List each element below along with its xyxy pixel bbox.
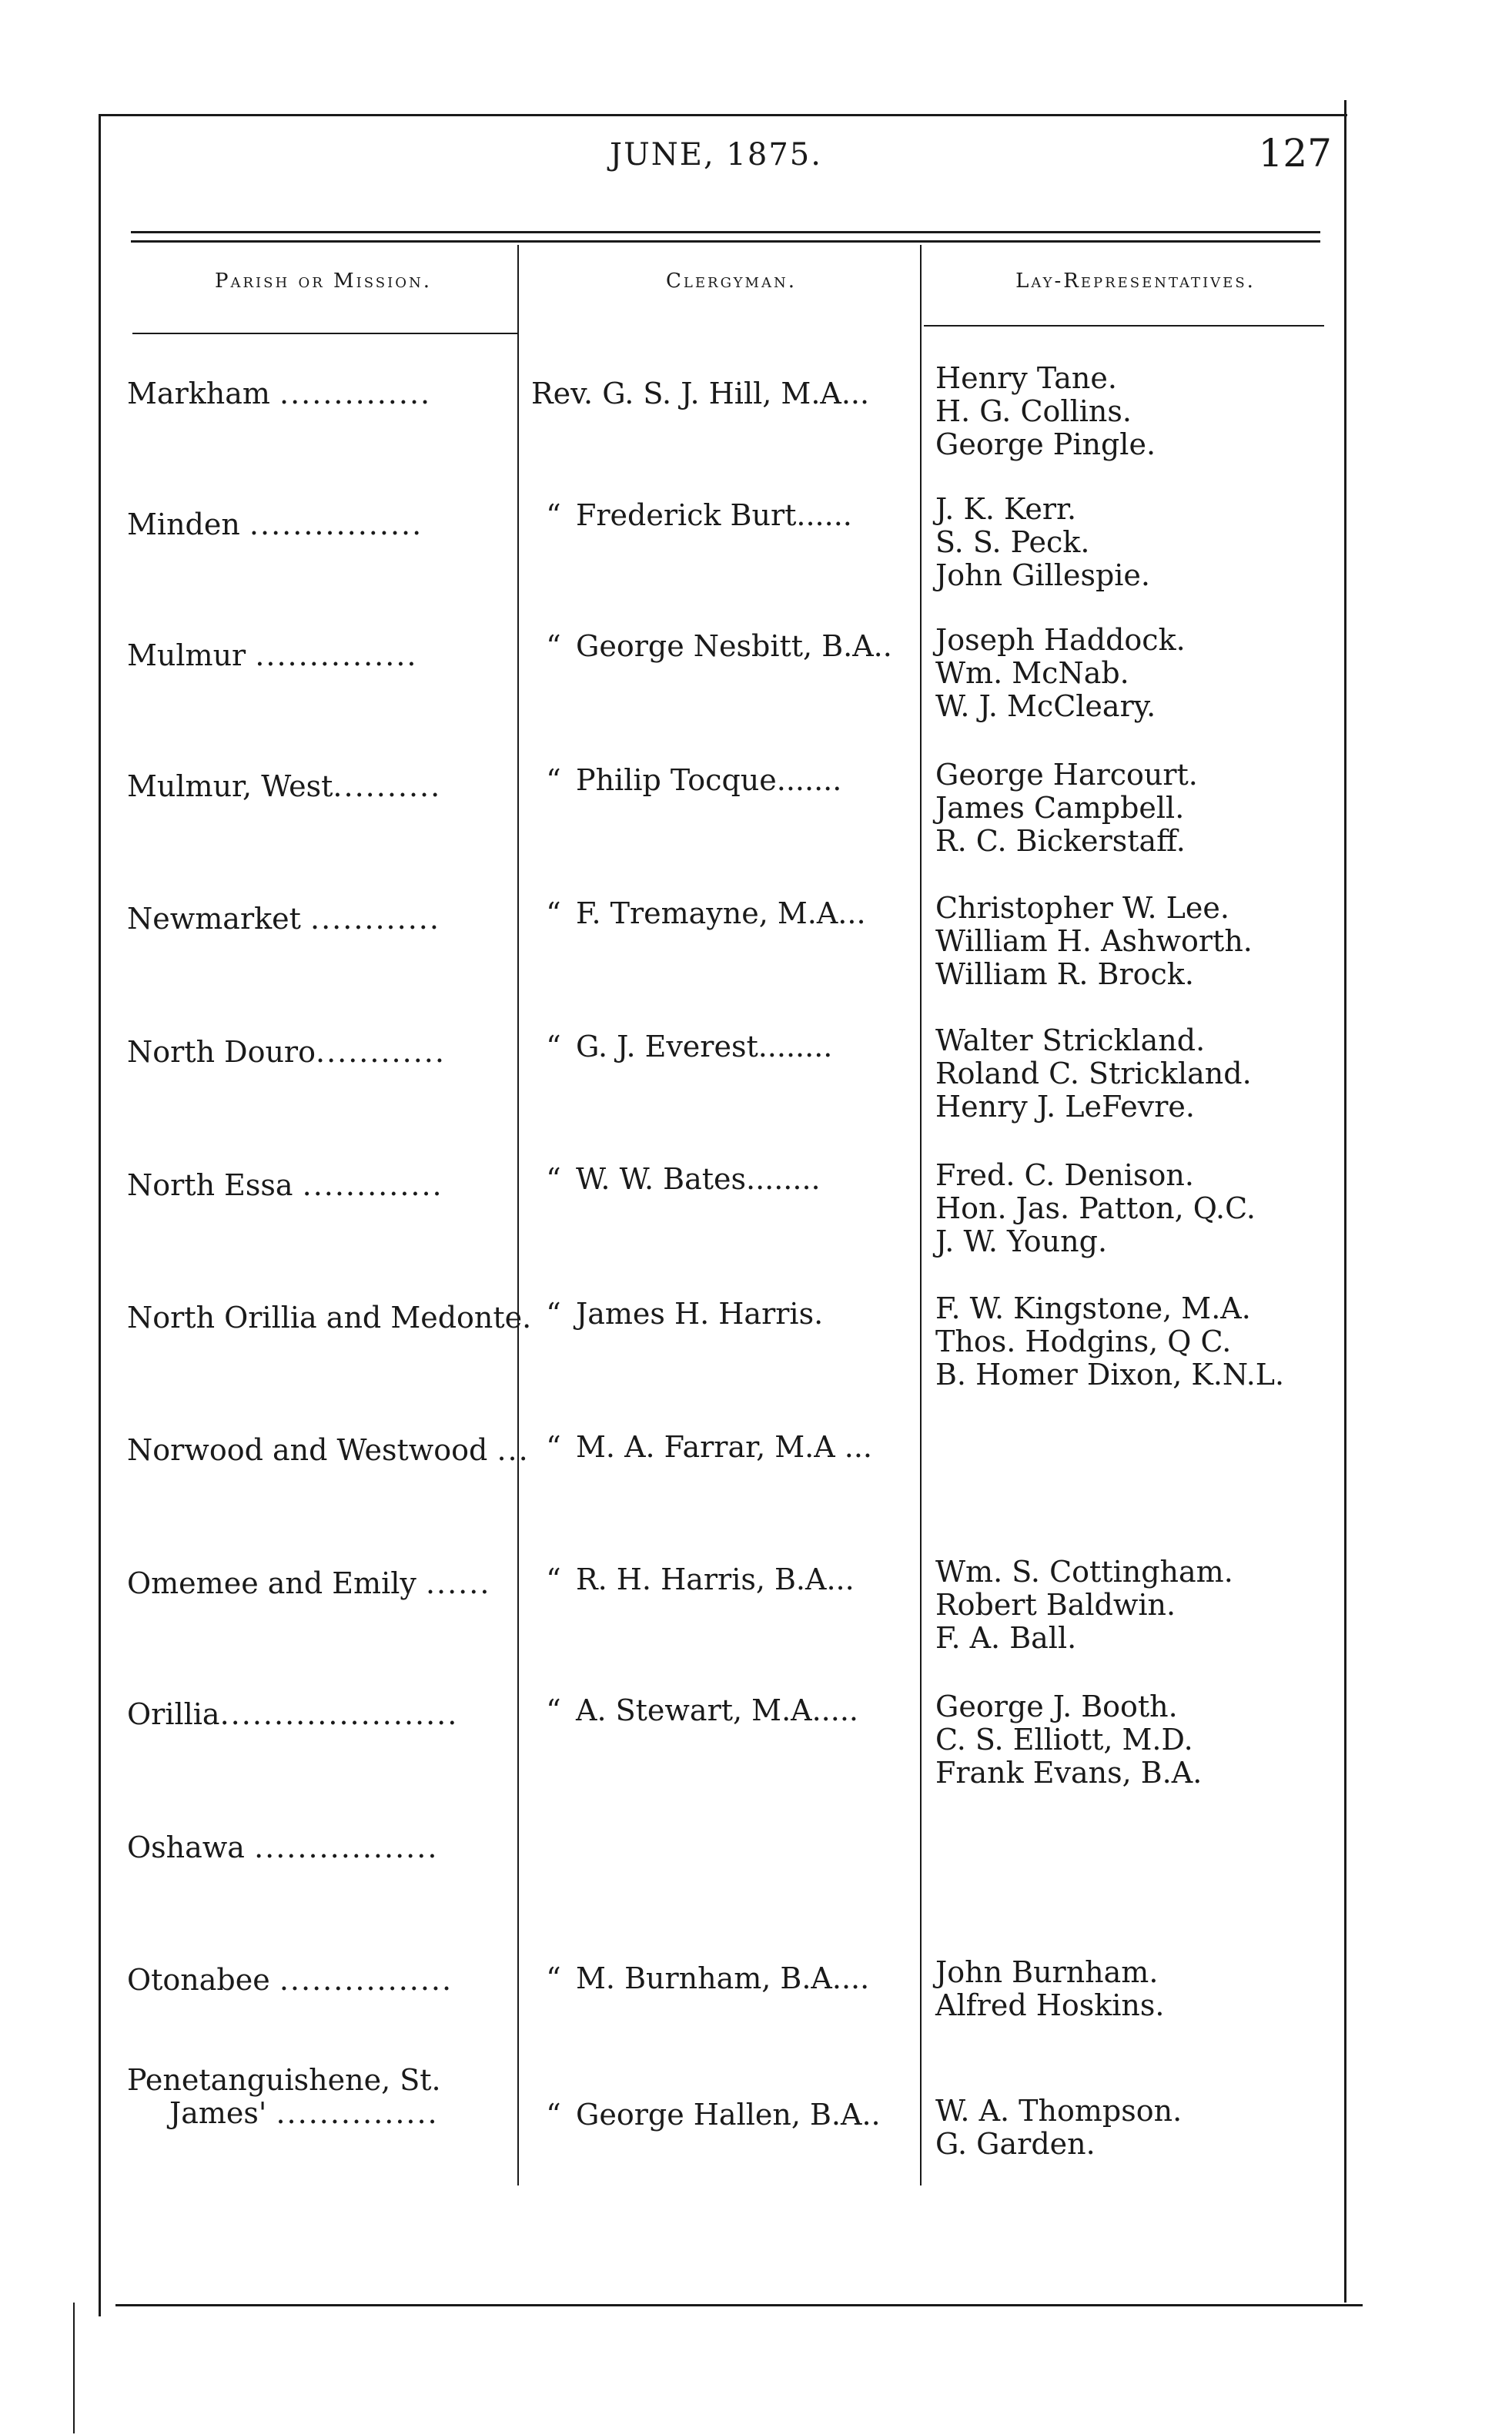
- table-row-parish: Markham ..............: [127, 377, 432, 410]
- table-row-lay-representatives: Wm. S. Cottingham. Robert Baldwin. F. A. Ball.: [935, 1555, 1233, 1655]
- table-row-parish: Omemee and Emily ......: [127, 1566, 491, 1600]
- table-row-lay-representatives: George Harcourt. James Campbell. R. C. Bickerstaff.: [935, 758, 1198, 858]
- column-header-clergyman: Clergyman.: [666, 270, 797, 293]
- column-header-lay: Lay-Representatives.: [1015, 270, 1256, 293]
- table-row-clergyman: “ M. A. Farrar, M.A ...: [546, 1430, 872, 1464]
- frame-bottom-rule: [115, 2304, 1363, 2306]
- table-row-clergyman: “ F. Tremayne, M.A...: [546, 896, 866, 930]
- table-row-parish: North Douro............: [127, 1035, 446, 1069]
- table-row-clergyman: “ G. J. Everest........: [546, 1030, 833, 1063]
- table-row-clergyman: “ George Nesbitt, B.A..: [546, 629, 892, 663]
- table-row-clergyman: “ Philip Tocque.......: [546, 763, 842, 797]
- table-row-parish: Orillia......................: [127, 1697, 459, 1731]
- table-row-clergyman: “ Frederick Burt......: [546, 498, 852, 532]
- table-row-lay-representatives: Fred. C. Denison. Hon. Jas. Patton, Q.C. J. W. Young.: [935, 1158, 1256, 1258]
- table-row-clergyman: “ James H. Harris.: [546, 1297, 824, 1331]
- table-row-clergyman: Rev. G. S. J. Hill, M.A...: [531, 377, 870, 410]
- table-row-clergyman: “ R. H. Harris, B.A...: [546, 1562, 855, 1596]
- header-double-rule-2: [131, 240, 1320, 243]
- table-row-clergyman: “ M. Burnham, B.A....: [546, 1961, 870, 1995]
- table-row-clergyman: “ A. Stewart, M.A.....: [546, 1693, 858, 1727]
- table-row-lay-representatives: W. A. Thompson. G. Garden.: [935, 2094, 1183, 2161]
- table-row-parish: North Orillia and Medonte.: [127, 1301, 532, 1335]
- table-row-parish: Oshawa .................: [127, 1830, 439, 1864]
- table-row-lay-representatives: J. K. Kerr. S. S. Peck. John Gillespie.: [935, 492, 1150, 592]
- table-row-clergyman: “ W. W. Bates........: [546, 1162, 821, 1196]
- column-header-rule-left: [132, 333, 517, 334]
- frame-right-rule: [1344, 100, 1346, 2303]
- table-row-parish: North Essa .............: [127, 1168, 443, 1202]
- table-row-parish: Mulmur ...............: [127, 638, 418, 672]
- table-row-lay-representatives: George J. Booth. C. S. Elliott, M.D. Frank Evans, B.A.: [935, 1690, 1203, 1790]
- table-row-lay-representatives: Henry Tane. H. G. Collins. George Pingle.: [935, 361, 1156, 461]
- frame-left-rule: [99, 114, 101, 2316]
- column-separator-1: [517, 245, 519, 2185]
- binding-edge-rule: [73, 2303, 75, 2433]
- table-row-parish: Otonabee ................: [127, 1963, 453, 1997]
- column-header-parish: Parish or Mission.: [215, 270, 432, 293]
- table-row-parish: Norwood and Westwood ...: [127, 1433, 530, 1467]
- table-row-lay-representatives: Christopher W. Lee. William H. Ashworth. William R. Brock.: [935, 891, 1253, 991]
- page-header-title: JUNE, 1875.: [610, 137, 822, 172]
- table-row-parish: Minden ................: [127, 507, 423, 541]
- frame-top-rule: [100, 114, 1347, 116]
- table-row-parish: Newmarket ............: [127, 902, 440, 936]
- table-row-lay-representatives: John Burnham. Alfred Hoskins.: [935, 1955, 1165, 2022]
- column-separator-2: [920, 245, 922, 2185]
- table-row-lay-representatives: Walter Strickland. Roland C. Strickland. Henry J. LeFevre.: [935, 1023, 1252, 1124]
- table-row-clergyman: “ George Hallen, B.A..: [546, 2098, 881, 2132]
- table-row-parish: Mulmur, West..........: [127, 769, 442, 803]
- column-header-rule-right: [924, 325, 1324, 327]
- table-row-parish: Penetanguishene, St. James' ...............: [127, 2063, 441, 2130]
- table-row-lay-representatives: F. W. Kingstone, M.A. Thos. Hodgins, Q C. B. Homer Dixon, K.N.L.: [935, 1291, 1285, 1392]
- header-double-rule-1: [131, 231, 1320, 233]
- page-number: 127: [1258, 131, 1332, 176]
- table-row-lay-representatives: Joseph Haddock. Wm. McNab. W. J. McCleary.: [935, 623, 1186, 723]
